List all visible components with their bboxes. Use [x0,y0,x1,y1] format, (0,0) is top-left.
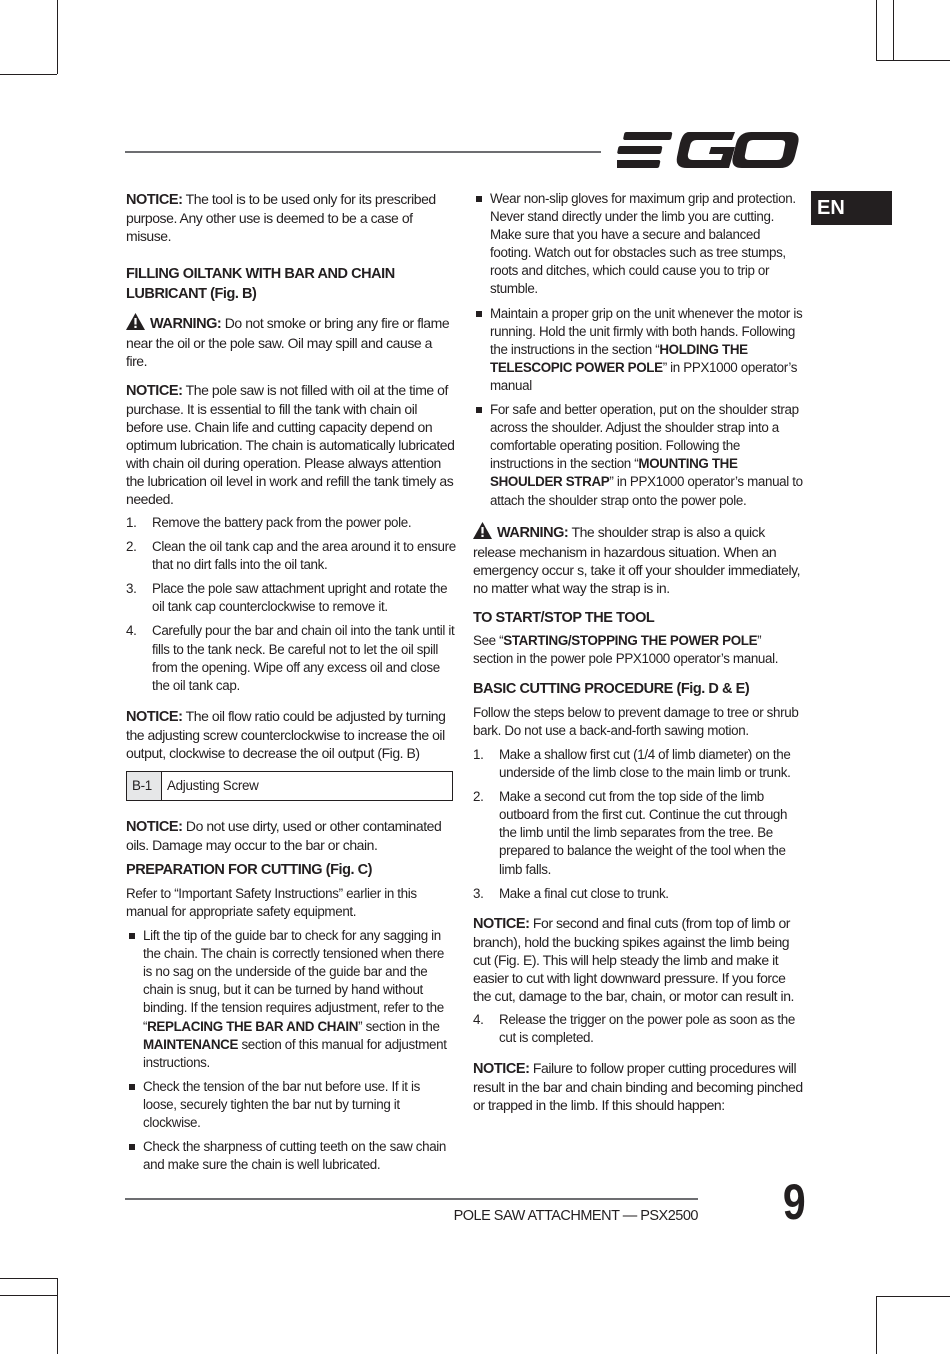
right-column [473,188,803,1114]
heading-start-stop: TO START/STOP THE TOOL [473,609,655,626]
cutting-step-4 [473,1011,803,1047]
bullet-square-icon [129,933,135,939]
heading-basic-cutting: BASIC CUTTING PROCEDURE (Fig. D & E) [473,680,750,697]
table-cell-code: B-1 [127,771,162,800]
bullet-square-icon [476,407,482,413]
table-row [127,771,453,800]
cutting-steps-list [473,746,803,903]
notice-oil-not-filled: NOTICE: The pole saw is not filled with oil at the time of purchase. It is essential to fill the tank with chain oil before use. Chain life and cutting capacity depend on optimum lubrication. The chain is automatically lubricated with chain oil during operation. Please always attention the lubrication oil level in work and refill the tank timely as needed. [126,382,455,507]
bullet-square-icon [476,196,482,202]
list-item: Check the tension of the bar nut before use. If it is loose, securely tighten the bar nut by turning it clockwise. [126,1078,456,1132]
heading-preparation: PREPARATION FOR CUTTING (Fig. C) [126,861,373,878]
list-item: 2. Clean the oil tank cap and the area around it to ensure that no dirt falls into the oil tank. [126,539,456,573]
notice-failure: NOTICE: Failure to follow proper cutting procedures will result in the bar and chain binding and becoming pinched or trapped in the limb. If this should happen: [473,1059,803,1113]
list-item: Lift the tip of the guide bar to check for any sagging in the chain. The chain is correctly tensioned when there is no sag on the underside of the guide bar and the chain is snug, but it can be turned by hand without binding. If the tension requires adjustment, refer to the “REPLACING THE BAR AND CHAIN” section in the MAINTENANCE section of this manual for adjustment instructions. [126,927,456,1072]
crop-mark [0,74,57,75]
list-item: 4. Release the trigger on the power pole as soon as the cut is completed. [473,1011,795,1045]
crop-mark [57,0,58,74]
parts-table [126,771,453,801]
list-item: Maintain a proper grip on the unit whenever the motor is running. Hold the unit firmly with both hands. Following the instructions in the section “HOLDING THE TELESCOPIC POWER POLE” in PPX1000 operator’s manual [473,305,803,395]
footer-title: POLE SAW ATTACHMENT — PSX2500 [453,1208,698,1224]
crop-mark [876,1296,950,1297]
notice-misuse: NOTICE: The tool is to be used only for its prescribed purpose. Any other use is deemed to be a case of misuse. [126,191,436,244]
warning-triangle-icon [473,522,492,543]
notice-contaminated-oil: NOTICE: Do not use dirty, used or other contaminated oils. Damage may occur to the bar or chain. [126,817,442,853]
heading-filling-oiltank: FILLING OILTANK WITH BAR AND CHAIN LUBRICANT (Fig. B) [126,266,395,302]
crop-mark [876,0,877,60]
language-tab-en: EN [811,191,892,225]
crop-mark [57,1278,58,1354]
ego-logo [617,130,799,175]
safety-bullets [473,190,803,510]
header-rule [125,151,601,153]
list-item: 1. Remove the battery pack from the power pole. [126,515,412,530]
bullet-square-icon [476,311,482,317]
crop-mark [0,1278,57,1279]
list-item: 3. Place the pole saw attachment upright and rotate the oil tank cap counterclockwise to remove it. [126,581,448,615]
list-item: For safe and better operation, put on the shoulder strap across the shoulder. Adjust the shoulder strap into a comfortable operating position. Following the instructions in the section “MOUNTING THE SHOULDER STRAP” in PPX1000 operator’s manual to attach the shoulder strap onto the power pole. [473,401,803,510]
bullet-square-icon [129,1084,135,1090]
list-item: 4. Carefully pour the bar and chain oil into the tank until it fills to the tank neck. Be careful not to let the oil spill from the opening. Wipe off any excess oil and close the oil tank cap. [126,623,455,693]
crop-mark [893,0,894,60]
notice-second-final-cuts: NOTICE: For second and final cuts (from top of limb or branch), hold the bucking spikes against the limb being cut (Fig. E). This will help steady the limb and make it easier to cut with light downward pressure. If you force the cut, damage to the bar, chain, or motor can result in. [473,914,794,1004]
list-item: 2. Make a second cut from the top side of the limb outboard from the first cut. Continue the cut through the limb until the limb separates from the tree. Be prepared to balance the weight of the tool when the limb falls. [473,789,788,877]
warning-triangle-icon [126,313,145,334]
list-item: Check the sharpness of cutting teeth on the saw chain and make sure the chain is well lubricated. [126,1138,456,1174]
bullet-square-icon [129,1144,135,1150]
crop-mark [0,1295,57,1296]
warning-fire: WARNING: Do not smoke or bring any fire or flame near the oil or the pole saw. Oil may spill and cause a fire. [126,315,450,369]
list-item: 3. Make a final cut close to trunk. [473,885,669,901]
prep-bullets [126,927,456,1174]
list-item: 1. Make a shallow first cut (1/4 of limb diameter) on the underside of the limb close to the main limb or trunk. [473,746,791,781]
table-cell-label: Adjusting Screw [162,771,453,800]
start-stop-text: See “STARTING/STOPPING THE POWER POLE” section in the power pole PPX1000 operator’s manual. [473,632,779,666]
notice-oil-flow: NOTICE: The oil flow ratio could be adjusted by turning the adjusting screw counterclockwise to increase the oil output, clockwise to decrease the oil output (Fig. B) [126,707,446,761]
warning-shoulder-strap: WARNING: The shoulder strap is also a quick release mechanism in hazardous situation. When an emergency occur s, take it off your shoulder immediately, no matter what way the strap is in. [473,523,801,596]
page-number: 9 [782,1174,804,1230]
crop-mark [876,60,950,61]
crop-mark [876,1296,877,1354]
footer-rule [125,1198,698,1200]
list-item: Wear non-slip gloves for maximum grip and protection. Never stand directly under the limb you are cutting. Make sure that you have a secure and balanced footing. Watch out for obstacles such as tree stumps, roots and ditches, which could cause you to trip or stumble. [473,190,803,299]
left-column [126,188,456,1174]
basic-intro: Follow the steps below to prevent damage to tree or shrub bark. Do not use a back-and-forth sawing motion. [473,704,799,738]
filling-steps-list [126,514,456,695]
prep-intro: Refer to “Important Safety Instructions” earlier in this manual for appropriate safety equipment. [126,885,417,919]
